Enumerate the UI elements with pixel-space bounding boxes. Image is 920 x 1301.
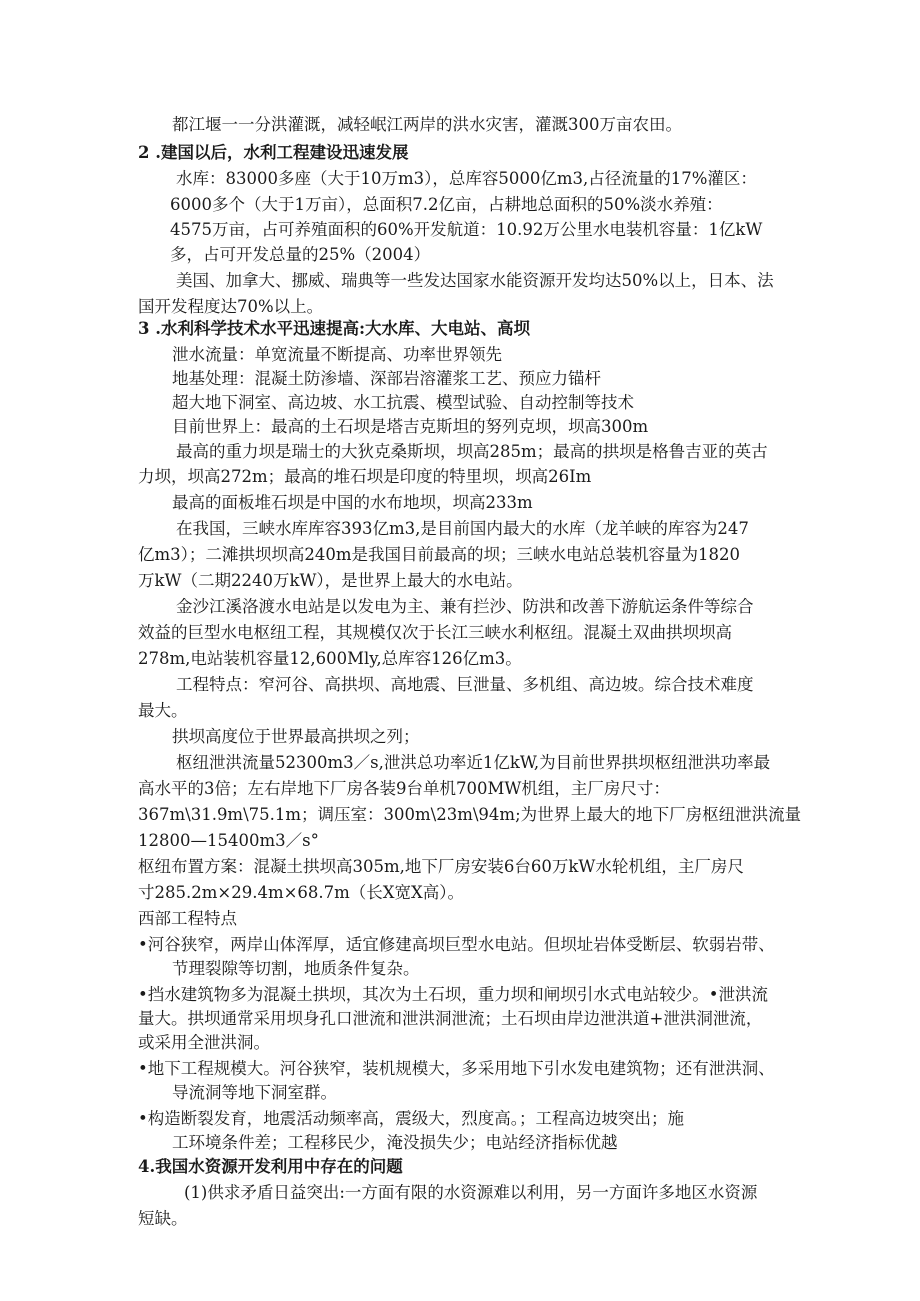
text-line: 12800—15400m3／s°	[138, 831, 319, 850]
section-heading: 4.我国水资源开发利用中存在的问题	[138, 1157, 403, 1176]
text-line: 都江堰一一分洪灌溉，减轻岷江两岸的洪水灾害，灌溉300万亩农田。	[172, 115, 682, 134]
text-line: 导流洞等地下洞室群。	[172, 1083, 337, 1102]
bullet-item: •构造断裂发育，地震活动频率高，震级大，烈度高。；工程高边坡突出；施	[138, 1109, 684, 1128]
text-line: 4575万亩，占可养殖面积的60%开发航道：10.92万公里水电装机容量：1亿kW	[170, 220, 763, 239]
text-line: 量大。拱坝通常采用坝身孔口泄流和泄洪洞泄流；土石坝由岸边泄洪道+泄洪洞泄流，	[138, 1009, 763, 1028]
text-line: 在我国，三峡水库库容393亿m3,是目前国内最大的水库（龙羊峡的库容为247	[176, 519, 749, 538]
text-line: 寸285.2m×29.4m×68.7m（长X宽X高）。	[138, 883, 465, 902]
text-line: 拱坝高度位于世界最高拱坝之列；	[172, 727, 420, 746]
section-heading: 2 .建国以后，水利工程建设迅速发展	[138, 143, 409, 162]
bullet-item: •挡水建筑物多为混凝土拱坝，其次为土石坝，重力坝和闸坝引水式电站较少。•泄洪流	[138, 985, 768, 1004]
text-line: 美国、加拿大、挪威、瑞典等一些发达国家水能资源开发均达50%以上，日本、法	[176, 271, 774, 290]
text-line: 367m\31.9m\75.1m；调压室：300m\23m\94m;为世界上最大的地下厂房枢纽泄洪流量	[138, 805, 802, 824]
text-line: 西部工程特点	[138, 909, 237, 928]
text-line: 工环境条件差；工程移民少，淹没损失少；电站经济指标优越	[172, 1133, 618, 1152]
text-line: 金沙江溪洛渡水电站是以发电为主、兼有拦沙、防洪和改善下游航运条件等综合	[176, 597, 754, 616]
text-line: 力坝，坝高272m；最高的堆石坝是印度的特里坝，坝高26Im	[138, 467, 592, 486]
text-line: 超大地下洞室、高边坡、水工抗震、模型试验、自动控制等技术	[172, 393, 634, 412]
text-line: 枢纽泄洪流量52300m3／s,泄洪总功率近1亿kW,为目前世界拱坝枢纽泄洪功率最	[176, 753, 771, 772]
text-line: 高水平的3倍；左右岸地下厂房各装9台单机700MW机组，主厂房尺寸：	[138, 779, 670, 798]
text-line: 泄水流量：单宽流量不断提高、功率世界领先	[172, 345, 502, 364]
text-line: 万kW（二期2240万kW），是世界上最大的水电站。	[138, 571, 523, 590]
text-line: 278m,电站装机容量12,600Mly,总库容126亿m3。	[138, 649, 522, 668]
text-line: 水库：83000多座（大于10万m3），总库容5000亿m3,占径流量的17%灌区：	[176, 169, 757, 188]
bullet-item: •地下工程规模大。河谷狭窄，装机规模大，多采用地下引水发电建筑物；还有泄洪洞、	[138, 1059, 775, 1078]
text-line: 最大。	[138, 701, 188, 720]
text-line: (1)供求矛盾日益突出:一方面有限的水资源难以利用，另一方面许多地区水资源	[184, 1183, 758, 1202]
text-line: 工程特点：窄河谷、高拱坝、高地震、巨泄量、多机组、高边坡。综合技术难度	[176, 675, 754, 694]
text-line: 最高的面板堆石坝是中国的水布地坝，坝高233m	[172, 493, 533, 512]
text-line: 短缺。	[138, 1209, 188, 1228]
text-line: 国开发程度达70%以上。	[138, 297, 324, 316]
text-line: 枢纽布置方案：混凝土拱坝高305m,地下厂房安装6台60万kW水轮机组，主厂房尺	[138, 857, 744, 876]
text-line: 节理裂隙等切割，地质条件复杂。	[172, 959, 420, 978]
text-line: 亿m3）；二滩拱坝坝高240m是我国目前最高的坝；三峡水电站总装机容量为1820	[138, 545, 741, 564]
text-line: 地基处理：混凝土防渗墙、深部岩溶灌浆工艺、预应力锚杆	[172, 369, 601, 388]
text-line: 效益的巨型水电枢纽工程，其规模仅次于长江三峡水利枢纽。混凝土双曲拱坝坝高	[138, 623, 732, 642]
text-line: 最高的重力坝是瑞士的大狄克桑斯坝，坝高285m；最高的拱坝是格鲁吉亚的英古	[176, 442, 768, 461]
text-line: 或采用全泄洪洞。	[138, 1033, 270, 1052]
text-line: 6000多个（大于1万亩），总面积7.2亿亩，占耕地总面积的50%淡水养殖：	[170, 195, 723, 214]
section-heading: 3 .水利科学技术水平迅速提高:大水库、大电站、高坝	[138, 319, 531, 338]
bullet-item: •河谷狭窄，两岸山体浑厚，适宜修建高坝巨型水电站。但坝址岩体受断层、软弱岩带、	[138, 935, 775, 954]
text-line: 目前世界上：最高的土石坝是塔吉克斯坦的努列克坝，坝高300m	[172, 417, 649, 436]
text-line: 多，占可开发总量的25%（2004）	[170, 245, 431, 264]
